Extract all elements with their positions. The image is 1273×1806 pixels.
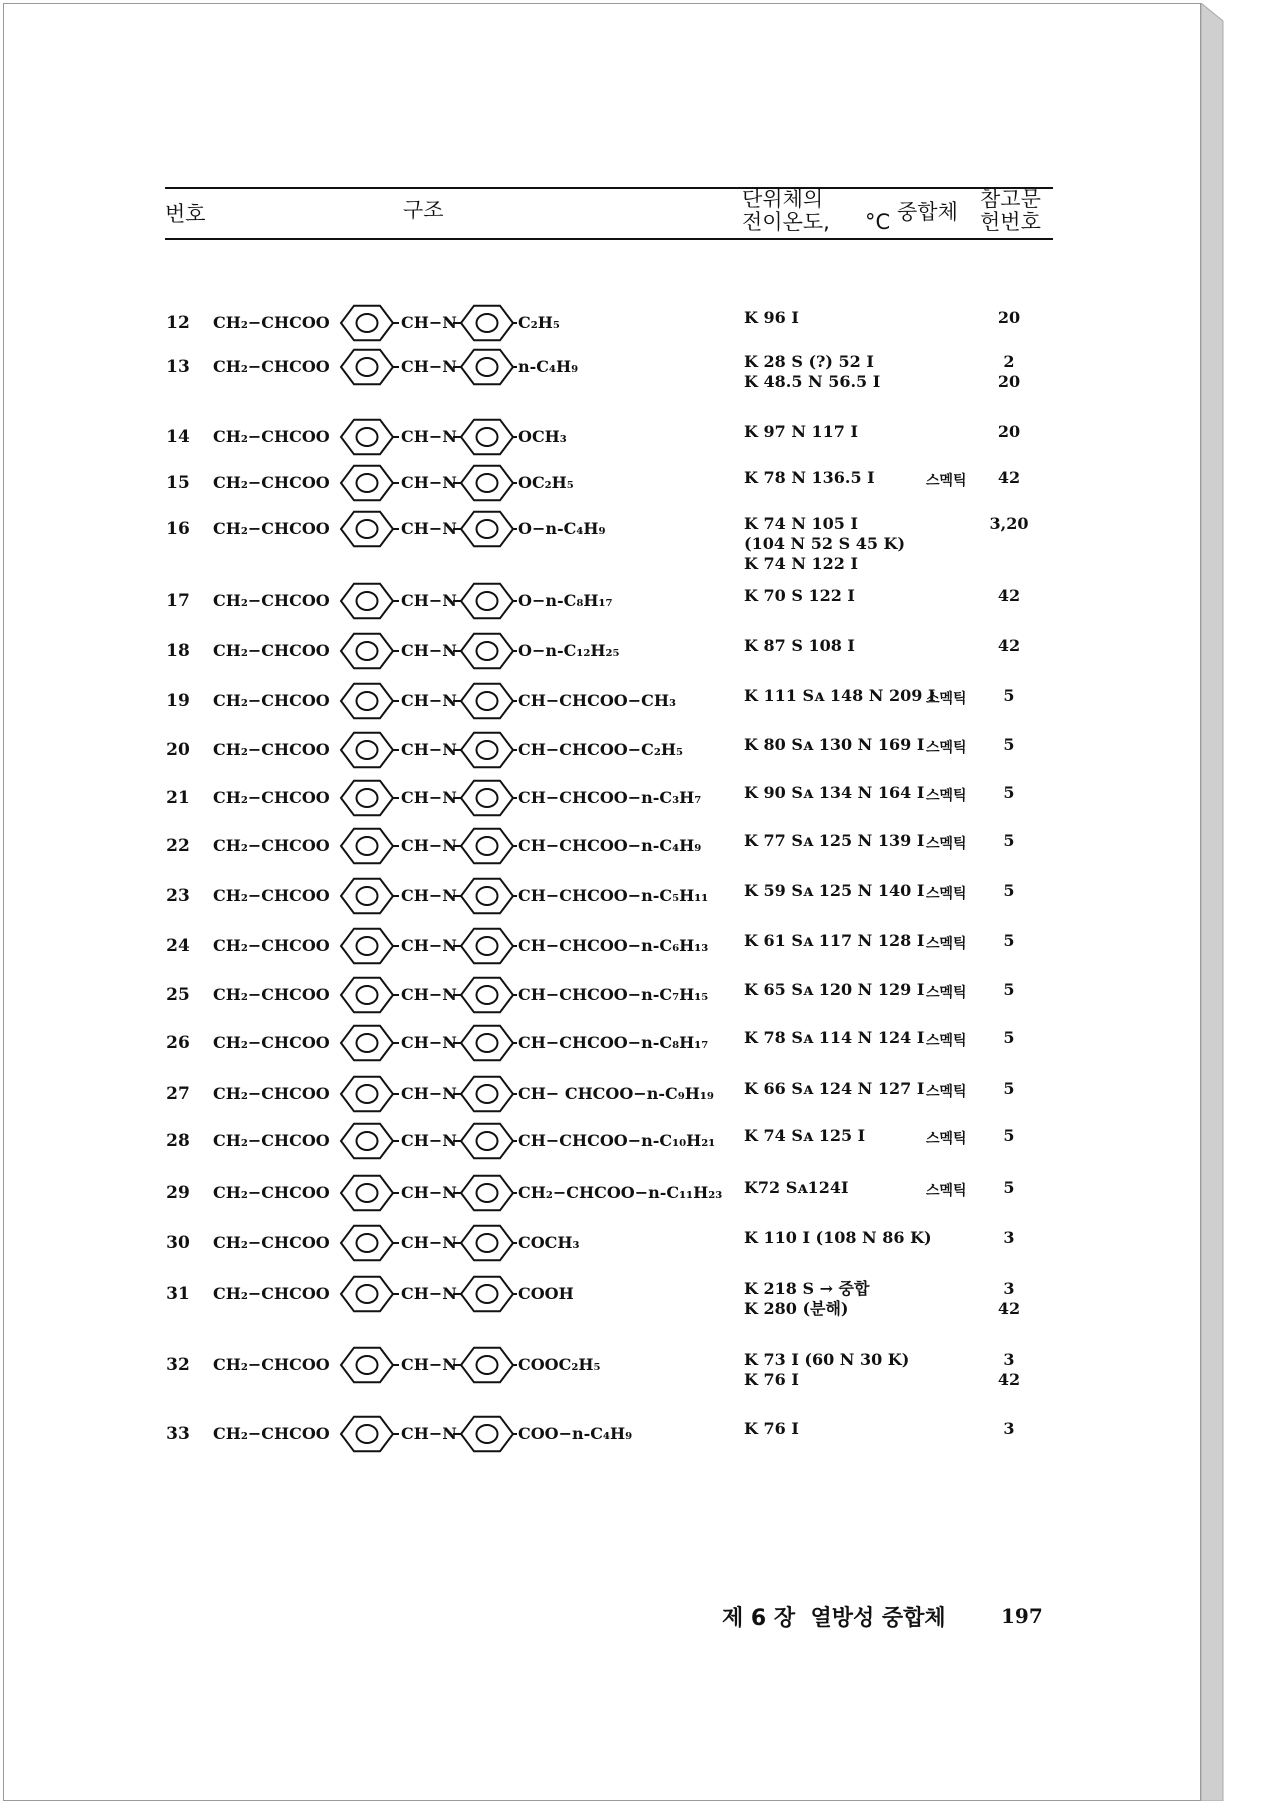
transition-temperature: K 78 N 136.5 I [744,468,875,487]
table-row [0,825,1100,867]
table-row [0,680,1100,722]
benzene-ring-1 [341,420,393,455]
acrylate-group: CH₂−CHCOO [213,519,330,538]
transition-temperature: K 61 Sᴀ 117 N 128 I [744,931,925,950]
benzene-ring-2 [461,1176,513,1211]
compound-number: 21 [166,788,190,808]
compound-number: 15 [166,473,190,493]
table-row [0,1073,1100,1115]
transition-temperature: K 74 Sᴀ 125 I [744,1126,866,1145]
table-row [0,630,1100,672]
transition-temperature: K 76 I [744,1419,799,1438]
terminal-group: COO−n-C₄H₉ [518,1424,633,1443]
molecular-structure [213,1413,743,1455]
table-header-rule [165,238,1053,240]
molecular-structure [213,508,743,550]
acrylate-group: CH₂−CHCOO [213,740,330,759]
terminal-group: COOH [518,1284,574,1303]
reference-number: 42 [997,586,1021,605]
terminal-group: CH−CHCOO−n-C₄H₉ [518,836,702,855]
imine-linkage: CH−N [401,740,457,759]
transition-temperature: K 65 Sᴀ 120 N 129 I [744,980,925,999]
transition-temperature: K 218 S → 중합 K 280 (분해) [744,1279,870,1318]
benzene-ring-2 [461,1277,513,1312]
reference-number: 42 [997,636,1021,655]
imine-linkage: CH−N [401,1233,457,1252]
table-row [0,777,1100,819]
benzene-ring-2 [461,781,513,816]
table-row [0,729,1100,771]
benzene-ring-1 [341,684,393,719]
acrylate-group: CH₂−CHCOO [213,788,330,807]
transition-temperature: K 97 N 117 I [744,422,858,441]
molecular-structure [213,680,743,722]
benzene-ring-1 [341,1417,393,1452]
transition-temperature: K 73 I (60 N 30 K) K 76 I [744,1350,910,1389]
reference-number: 5 [1003,783,1015,802]
benzene-ring-2 [461,1077,513,1112]
molecular-structure [213,777,743,819]
benzene-ring-2 [461,829,513,864]
transition-temperature: K 111 Sᴀ 148 N 209 I [744,686,936,705]
polymer-phase: 스멕틱 [926,985,967,1001]
acrylate-group: CH₂−CHCOO [213,473,330,492]
table-row [0,1120,1100,1162]
acrylate-group: CH₂−CHCOO [213,985,330,1004]
benzene-ring-2 [461,879,513,914]
benzene-ring-2 [461,634,513,669]
compound-number: 12 [166,313,190,333]
polymer-phase: 스멕틱 [926,936,967,952]
page-number: 197 [1001,1604,1043,1628]
transition-temperature: K 66 Sᴀ 124 N 127 I [744,1079,925,1098]
imine-linkage: CH−N [401,886,457,905]
compound-number: 28 [166,1131,190,1151]
terminal-group: O−n-C₁₂H₂₅ [518,641,620,660]
acrylate-group: CH₂−CHCOO [213,936,330,955]
benzene-ring-1 [341,1176,393,1211]
imine-linkage: CH−N [401,591,457,610]
table-row [0,974,1100,1016]
molecular-structure [213,416,743,458]
molecular-structure [213,1073,743,1115]
acrylate-group: CH₂−CHCOO [213,357,330,376]
molecular-structure [213,302,743,344]
transition-temperature: K 78 Sᴀ 114 N 124 I [744,1028,925,1047]
terminal-group: CH−CHCOO−n-C₇H₁₅ [518,985,709,1004]
benzene-ring-2 [461,306,513,341]
terminal-group: CH−CHCOO−n-C₃H₇ [518,788,702,807]
imine-linkage: CH−N [401,1284,457,1303]
reference-number: 5 [1003,831,1015,850]
transition-temperature: K 87 S 108 I [744,636,855,655]
molecular-structure [213,875,743,917]
benzene-ring-1 [341,978,393,1013]
benzene-ring-2 [461,420,513,455]
polymer-phase: 스멕틱 [926,788,967,804]
benzene-ring-2 [461,929,513,964]
molecular-structure [213,462,743,504]
polymer-phase: 스멕틱 [926,473,967,489]
imine-linkage: CH−N [401,641,457,660]
benzene-ring-2 [461,350,513,385]
polymer-phase: 스멕틱 [926,1084,967,1100]
molecular-structure [213,1120,743,1162]
molecular-structure [213,925,743,967]
reference-number: 5 [1003,1126,1015,1145]
reference-number: 3 42 [997,1350,1021,1389]
terminal-group: CH−CHCOO−n-C₆H₁₃ [518,936,709,955]
terminal-group: OCH₃ [518,427,567,446]
polymer-phase: 스멕틱 [926,1183,967,1199]
compound-number: 29 [166,1183,190,1203]
imine-linkage: CH−N [401,985,457,1004]
benzene-ring-1 [341,466,393,501]
compound-number: 26 [166,1033,190,1053]
table-row [0,346,1100,391]
benzene-ring-2 [461,1026,513,1061]
terminal-group: CH−CHCOO−n-C₁₀H₂₁ [518,1131,716,1150]
reference-number: 3 [1003,1228,1015,1247]
reference-number: 2 20 [997,352,1021,391]
reference-number: 42 [997,468,1021,487]
molecular-structure [213,346,743,388]
benzene-ring-1 [341,781,393,816]
benzene-ring-1 [341,512,393,547]
compound-number: 18 [166,641,190,661]
imine-linkage: CH−N [401,1424,457,1443]
compound-number: 20 [166,740,190,760]
transition-temperature: K 74 N 105 I (104 N 52 S 45 K) K 74 N 122 I [744,514,906,573]
acrylate-group: CH₂−CHCOO [213,1355,330,1374]
terminal-group: COOC₂H₅ [518,1355,601,1374]
molecular-structure [213,1222,743,1264]
terminal-group: O−n-C₈H₁₇ [518,591,613,610]
table-top-rule [165,187,1053,189]
compound-number: 16 [166,519,190,539]
benzene-ring-1 [341,1077,393,1112]
reference-number: 3 42 [997,1279,1021,1318]
compound-number: 24 [166,936,190,956]
header-number: 번호 [165,202,206,226]
compound-number: 17 [166,591,190,611]
imine-linkage: CH−N [401,1183,457,1202]
benzene-ring-1 [341,1124,393,1159]
table-row [0,1413,1100,1455]
terminal-group: CH₂−CHCOO−n-C₁₁H₂₃ [518,1183,723,1202]
imine-linkage: CH−N [401,1084,457,1103]
acrylate-group: CH₂−CHCOO [213,1284,330,1303]
terminal-group: CH−CHCOO−CH₃ [518,691,676,710]
table-row [0,875,1100,917]
acrylate-group: CH₂−CHCOO [213,591,330,610]
molecular-structure [213,630,743,672]
header-structure: 구조 [403,198,444,222]
terminal-group: CH−CHCOO−n-C₅H₁₁ [518,886,709,905]
molecular-structure [213,1022,743,1064]
page-edge-shadow [1201,3,1261,1801]
table-row [0,1273,1100,1318]
imine-linkage: CH−N [401,936,457,955]
benzene-ring-2 [461,733,513,768]
table-row [0,925,1100,967]
polymer-phase: 스멕틱 [926,691,967,707]
imine-linkage: CH−N [401,473,457,492]
molecular-structure [213,1273,743,1315]
compound-number: 23 [166,886,190,906]
molecular-structure [213,974,743,1016]
acrylate-group: CH₂−CHCOO [213,1131,330,1150]
acrylate-group: CH₂−CHCOO [213,1233,330,1252]
compound-number: 31 [166,1284,190,1304]
imine-linkage: CH−N [401,1131,457,1150]
table-row [0,416,1100,458]
acrylate-group: CH₂−CHCOO [213,641,330,660]
header-reference: 참고문 헌번호 [980,187,1041,234]
compound-number: 33 [166,1424,190,1444]
compound-number: 30 [166,1233,190,1253]
transition-temperature: K 110 I (108 N 86 K) [744,1228,932,1247]
acrylate-group: CH₂−CHCOO [213,836,330,855]
benzene-ring-1 [341,1348,393,1383]
benzene-ring-2 [461,684,513,719]
terminal-group: CH− CHCOO−n-C₉H₁₉ [518,1084,714,1103]
reference-number: 5 [1003,735,1015,754]
benzene-ring-2 [461,978,513,1013]
reference-number: 5 [1003,931,1015,950]
acrylate-group: CH₂−CHCOO [213,1084,330,1103]
terminal-group: COCH₃ [518,1233,580,1252]
transition-temperature: K72 Sᴀ124I [744,1178,849,1197]
acrylate-group: CH₂−CHCOO [213,313,330,332]
molecular-structure [213,1344,743,1386]
benzene-ring-1 [341,829,393,864]
compound-number: 25 [166,985,190,1005]
terminal-group: O−n-C₄H₉ [518,519,606,538]
acrylate-group: CH₂−CHCOO [213,886,330,905]
transition-temperature: K 28 S (?) 52 I K 48.5 N 56.5 I [744,352,881,391]
imine-linkage: CH−N [401,691,457,710]
acrylate-group: CH₂−CHCOO [213,691,330,710]
acrylate-group: CH₂−CHCOO [213,1424,330,1443]
benzene-ring-1 [341,1277,393,1312]
benzene-ring-2 [461,1124,513,1159]
table-row [0,1222,1100,1264]
header-unit: °C [865,210,891,234]
table-row [0,1344,1100,1389]
terminal-group: OC₂H₅ [518,473,574,492]
header-transition-temp: 단위체의 전이온도, [742,187,830,234]
benzene-ring-1 [341,733,393,768]
table-row [0,580,1100,622]
benzene-ring-2 [461,584,513,619]
table-row [0,1172,1100,1214]
polymer-phase: 스멕틱 [926,886,967,902]
polymer-phase: 스멕틱 [926,1131,967,1147]
compound-number: 19 [166,691,190,711]
imine-linkage: CH−N [401,788,457,807]
imine-linkage: CH−N [401,427,457,446]
header-polymer: 중합체 [897,200,958,224]
benzene-ring-2 [461,1348,513,1383]
table-row [0,302,1100,344]
terminal-group: CH−CHCOO−n-C₈H₁₇ [518,1033,709,1052]
terminal-group: n-C₄H₉ [518,357,579,376]
compound-number: 27 [166,1084,190,1104]
transition-temperature: K 77 Sᴀ 125 N 139 I [744,831,925,850]
benzene-ring-1 [341,1026,393,1061]
reference-number: 5 [1003,1079,1015,1098]
transition-temperature: K 96 I [744,308,799,327]
benzene-ring-1 [341,350,393,385]
molecular-structure [213,1172,743,1214]
transition-temperature: K 70 S 122 I [744,586,855,605]
imine-linkage: CH−N [401,1033,457,1052]
imine-linkage: CH−N [401,519,457,538]
molecular-structure [213,825,743,867]
terminal-group: C₂H₅ [518,313,560,332]
imine-linkage: CH−N [401,313,457,332]
benzene-ring-1 [341,584,393,619]
table-row [0,508,1100,573]
transition-temperature: K 59 Sᴀ 125 N 140 I [744,881,925,900]
acrylate-group: CH₂−CHCOO [213,427,330,446]
imine-linkage: CH−N [401,836,457,855]
compound-number: 14 [166,427,190,447]
table-row [0,1022,1100,1064]
reference-number: 5 [1003,1028,1015,1047]
imine-linkage: CH−N [401,1355,457,1374]
benzene-ring-1 [341,929,393,964]
transition-temperature: K 90 Sᴀ 134 N 164 I [744,783,925,802]
reference-number: 5 [1003,980,1015,999]
molecular-structure [213,729,743,771]
benzene-ring-2 [461,512,513,547]
acrylate-group: CH₂−CHCOO [213,1183,330,1202]
reference-number: 3,20 [989,514,1029,533]
reference-number: 20 [997,422,1021,441]
compound-number: 32 [166,1355,190,1375]
benzene-ring-2 [461,466,513,501]
polymer-phase: 스멕틱 [926,836,967,852]
compound-number: 13 [166,357,190,377]
benzene-ring-1 [341,879,393,914]
molecular-structure [213,580,743,622]
imine-linkage: CH−N [401,357,457,376]
transition-temperature: K 80 Sᴀ 130 N 169 I [744,735,925,754]
compound-number: 22 [166,836,190,856]
reference-number: 5 [1003,1178,1015,1197]
reference-number: 3 [1003,1419,1015,1438]
acrylate-group: CH₂−CHCOO [213,1033,330,1052]
polymer-phase: 스멕틱 [926,740,967,756]
benzene-ring-2 [461,1226,513,1261]
reference-number: 5 [1003,686,1015,705]
terminal-group: CH−CHCOO−C₂H₅ [518,740,683,759]
polymer-phase: 스멕틱 [926,1033,967,1049]
chapter-title: 제 6 장 열방성 중합체 [722,1606,946,1631]
benzene-ring-1 [341,1226,393,1261]
reference-number: 20 [997,308,1021,327]
benzene-ring-1 [341,306,393,341]
reference-number: 5 [1003,881,1015,900]
benzene-ring-1 [341,634,393,669]
benzene-ring-2 [461,1417,513,1452]
table-row [0,462,1100,504]
